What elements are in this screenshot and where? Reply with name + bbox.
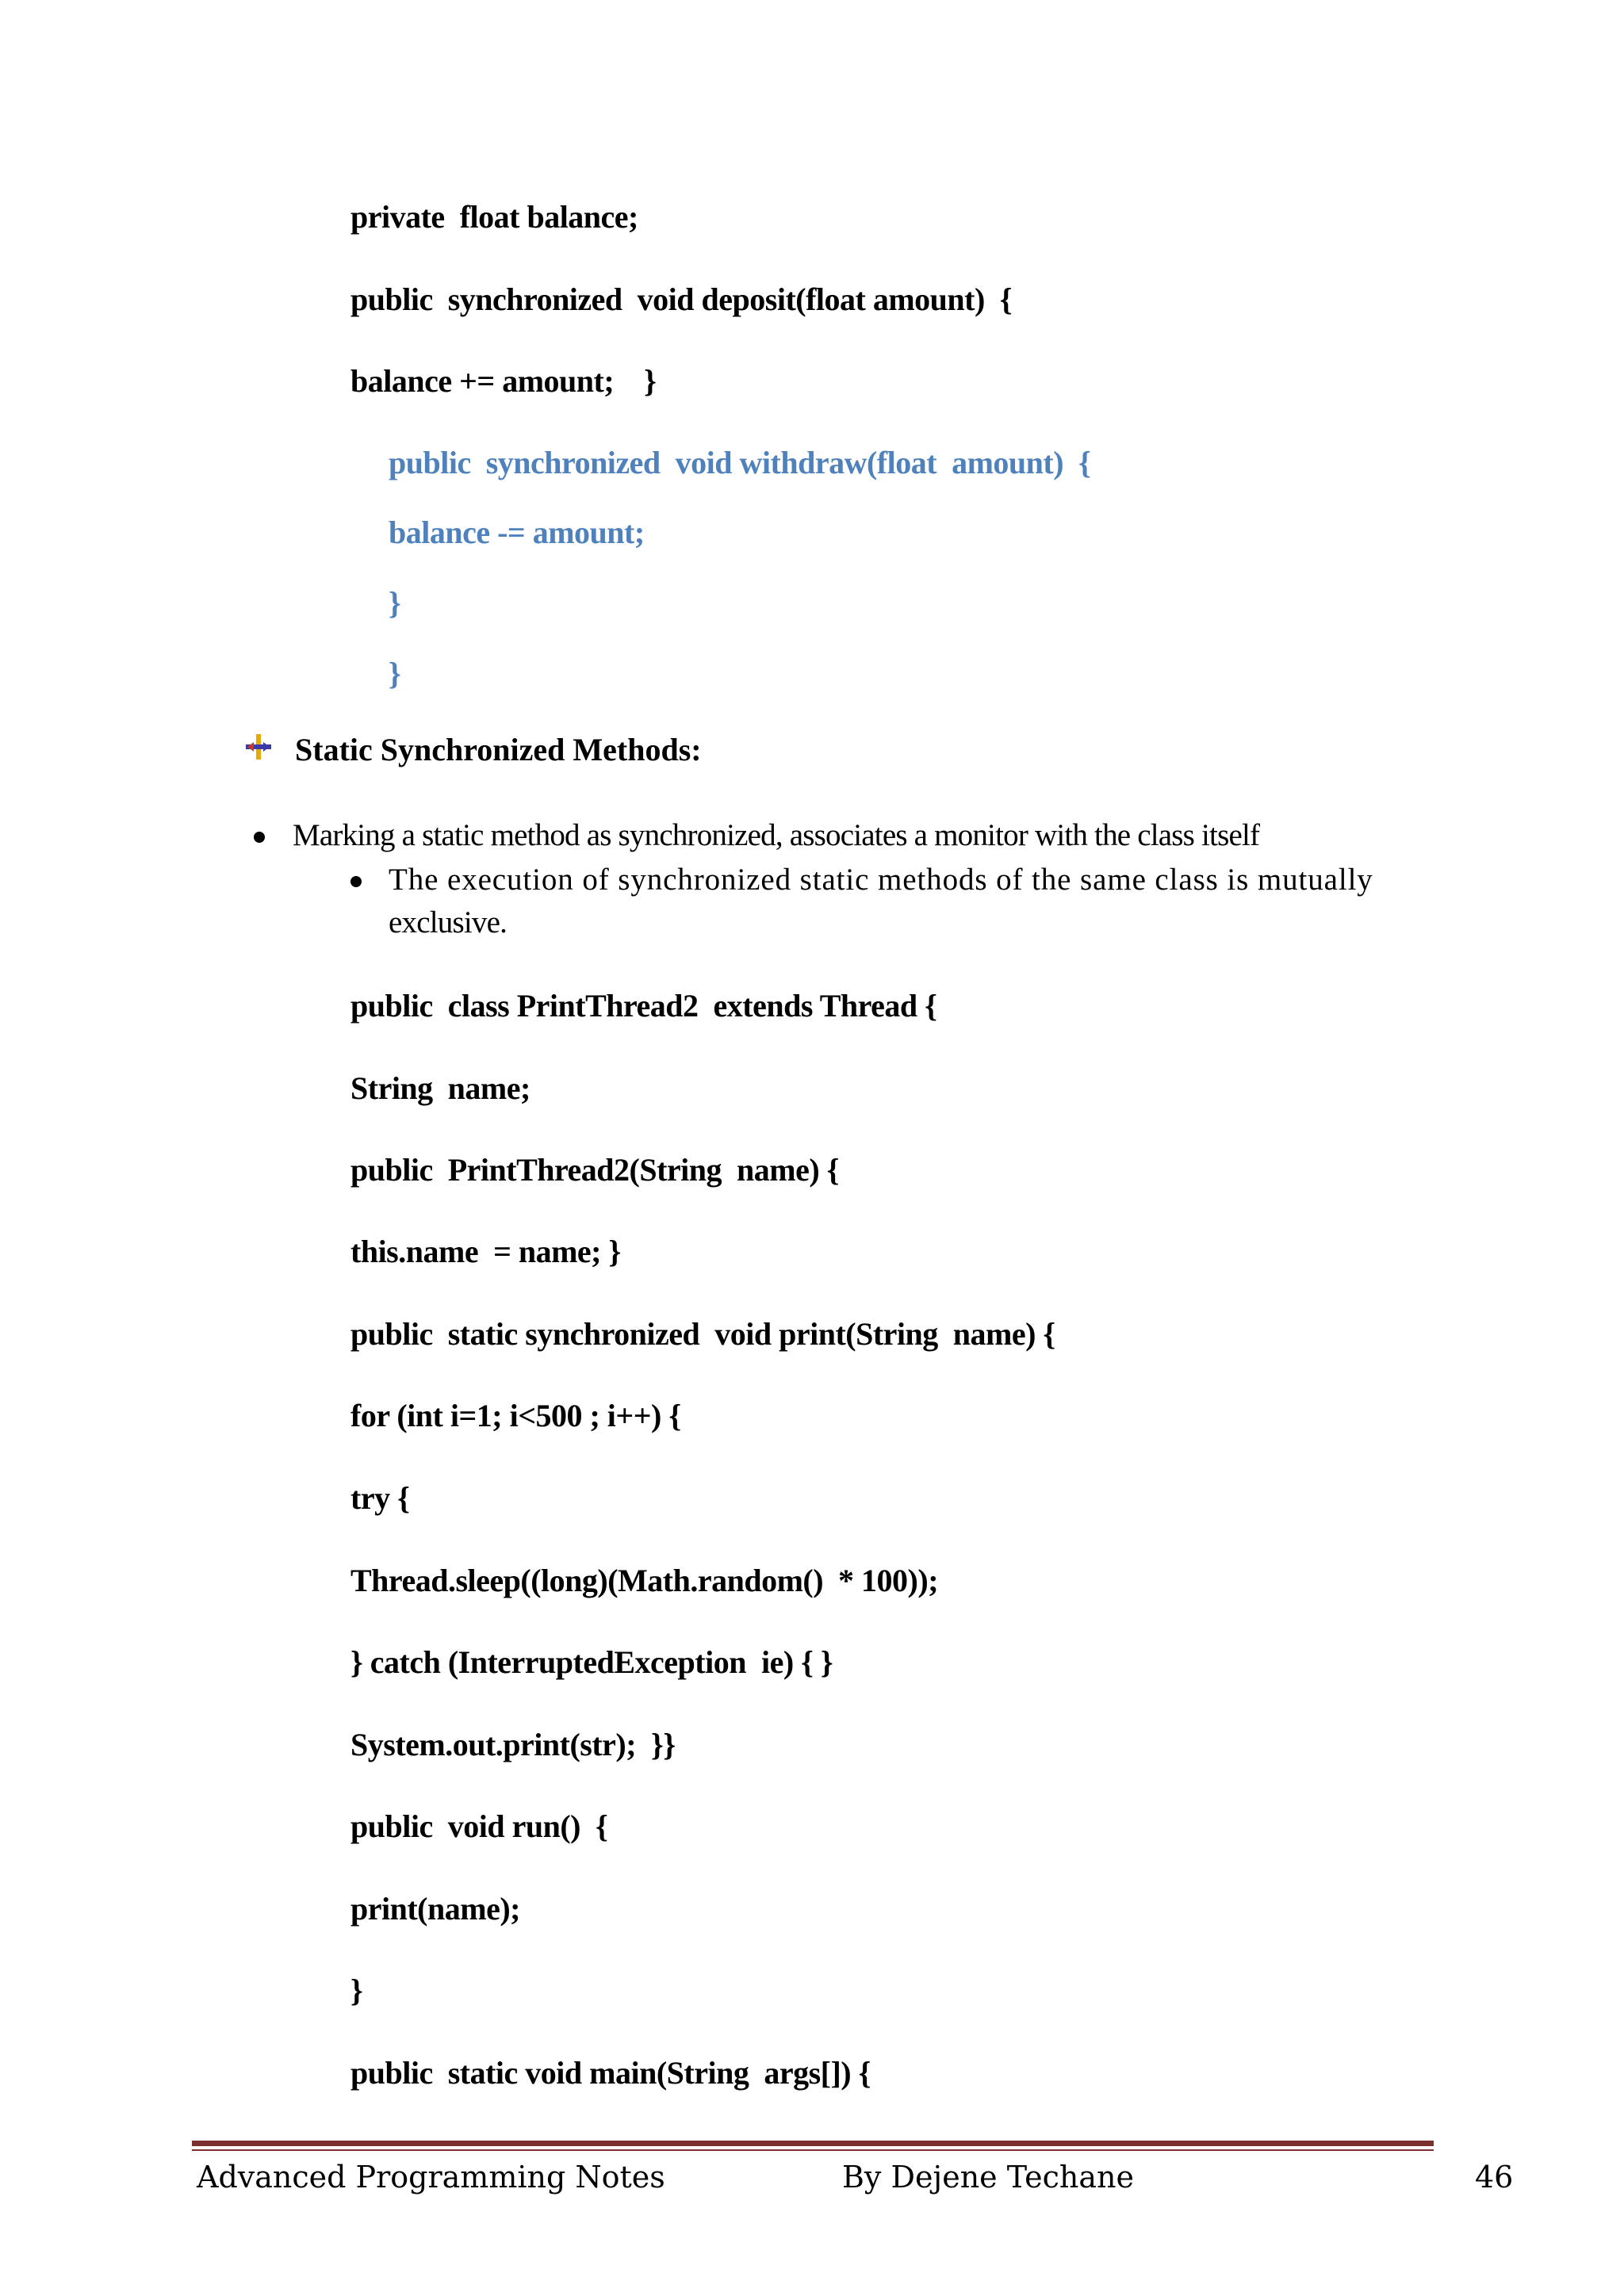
code-line: String name;	[350, 1070, 530, 1106]
code-line: Thread.sleep((long)(Math.random() * 100));	[350, 1563, 939, 1598]
code-line: balance += amount; }	[350, 363, 657, 399]
bullet-dot	[350, 876, 362, 887]
code-line: System.out.print(str); }}	[350, 1727, 676, 1762]
code-line: balance -= amount;	[389, 515, 645, 550]
code-line: public synchronized void deposit(float amount) {	[350, 281, 1013, 317]
code-line: public class PrintThread2 extends Thread {	[350, 988, 937, 1024]
code-line: public static synchronized void print(String name) {	[350, 1316, 1055, 1352]
footer-rule-thin	[192, 2149, 1434, 2151]
bullet-dot	[254, 832, 265, 843]
code-line: print(name);	[350, 1891, 520, 1927]
code-line: public synchronized void withdraw(float amount) {	[389, 445, 1091, 480]
code-line: public static void main(String args[]) {	[350, 2055, 871, 2091]
page-number: 46	[1475, 2160, 1514, 2195]
code-line: }	[389, 585, 401, 621]
code-line: private float balance;	[350, 199, 638, 235]
code-line: for (int i=1; i<500 ; i++) {	[350, 1398, 681, 1433]
footer-rule	[192, 2141, 1434, 2146]
code-line: this.name = name; }	[350, 1234, 621, 1269]
footer-title: Advanced Programming Notes	[197, 2160, 665, 2195]
bullet-text: The execution of synchronized static methods of the same class is mutually	[389, 863, 1373, 897]
code-line: public PrintThread2(String name) {	[350, 1152, 839, 1188]
plus-arrow-icon	[244, 733, 273, 761]
footer-author: By Dejene Techane	[842, 2160, 1134, 2195]
bullet-text-continuation: exclusive.	[389, 905, 508, 939]
section-heading: Static Synchronized Methods:	[295, 732, 702, 767]
code-line: public void run() {	[350, 1808, 608, 1844]
code-line: try {	[350, 1480, 410, 1516]
bullet-text: Marking a static method as synchronized, associates a monitor with the class itself	[293, 818, 1260, 852]
code-line: }	[389, 656, 401, 691]
code-line: } catch (InterruptedException ie) { }	[350, 1644, 833, 1680]
code-line: }	[350, 1973, 363, 2008]
